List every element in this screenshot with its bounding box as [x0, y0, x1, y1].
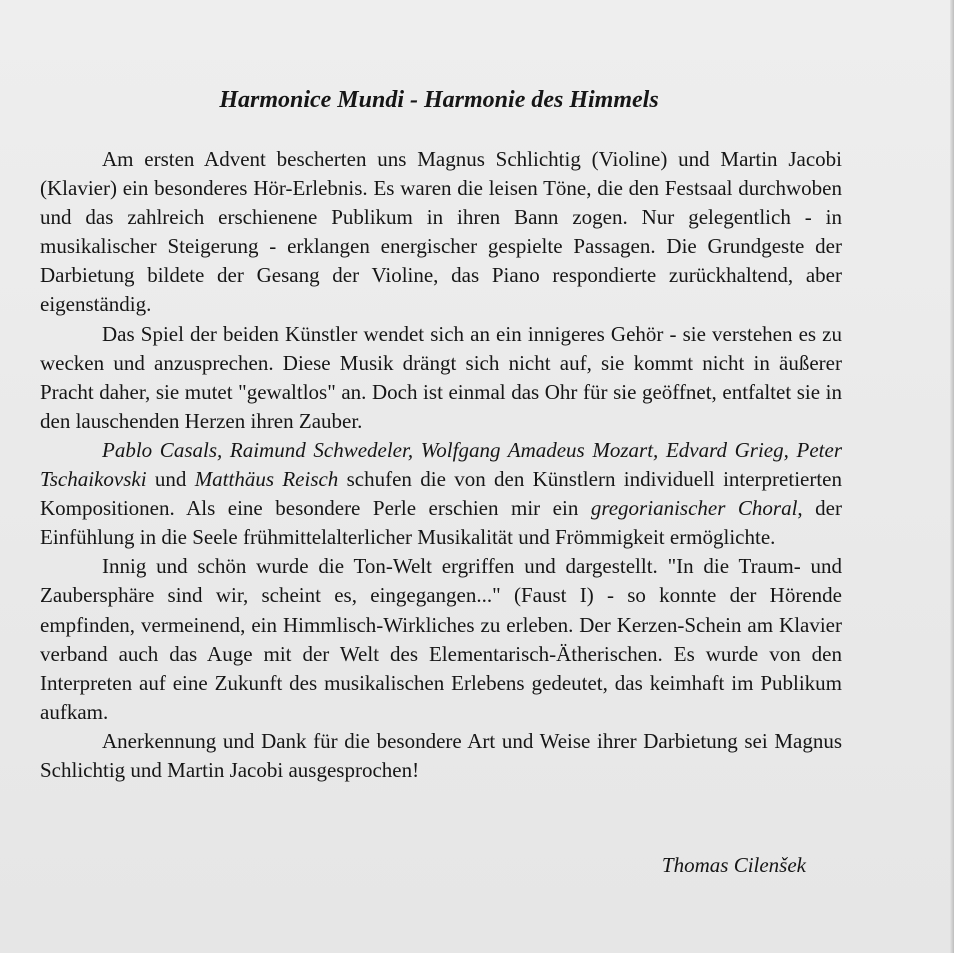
composer-names: Pablo Casals, Raimund Schwedeler, Wolfgang Amadeus Mozart, Edvard Grieg, Peter Tschaikovski: [40, 437, 842, 492]
paragraph-5: [40, 727, 842, 785]
text-run: , der Einfühlung in die Seele frühmittelalterlicher Musikalität und Frömmigkeit ermöglichte.: [40, 496, 842, 550]
paragraph-4: [40, 552, 842, 727]
text-run: Das Spiel der beiden Künstler wendet sich an ein innigeres Gehör - sie verstehen es zu wecken und anzusprechen. Diese Musik drängt sich nicht auf, sie kommt nicht in äußerer Pracht daher, sie mutet "gewaltlos" an. Doch ist einmal das Ohr für sie geöffnet, entfaltet sie in den lauschenden Herzen ihren Zauber.: [40, 321, 842, 433]
text-run: schufen die von den Künstlern individuell interpretierten Kompositionen. Als eine besondere Perle erschien mir ein: [40, 467, 842, 521]
choral-term: gregorianischer Choral: [590, 496, 798, 521]
text-run: und: [146, 467, 195, 492]
composer-name-reisch: Matthäus Reisch: [194, 467, 339, 492]
text-run: Am ersten Advent bescherten uns Magnus Schlichtig (Violine) und Martin Jacobi (Klavier) ein besonderes Hör-Erlebnis. Es waren die leisen Töne, die den Festsaal durchwoben und das zahlreich erschienene Publikum in ihren Bann zogen. Nur gelegentlich - in musikalischer Steigerung - erklangen energischer gespielte Passagen. Die Grundgeste der Darbietung bildete der Gesang der Violine, das Piano respondierte zurückhaltend, aber eigenständig.: [40, 147, 842, 317]
page-edge-shadow: [950, 0, 954, 953]
paragraph-1: [40, 145, 842, 320]
author-signature: Thomas Cilenšek: [661, 853, 806, 877]
paragraph-3: [40, 436, 842, 552]
paragraph-2: [40, 320, 842, 436]
article-body: [40, 145, 842, 785]
article-title: Harmonice Mundi - Harmonie des Himmels: [219, 87, 659, 113]
text-run: Innig und schön wurde die Ton-Welt ergriffen und dargestellt. "In die Traum- und Zaubersphäre sind wir, scheint es, eingegangen..." (Faust I) - so konnte der Hörende empfinden, vermeinend, ein Himmlisch-Wirkliches zu erleben. Der Kerzen-Schein am Klavier verband auch das Auge mit der Welt des Elementarisch-Ätherischen. Es wurde von den Interpreten auf eine Zukunft des musikalischen Erlebens gedeutet, das keimhaft im Publikum aufkam.: [40, 554, 842, 724]
text-run: Anerkennung und Dank für die besondere Art und Weise ihrer Darbietung sei Magnus Schlichtig und Martin Jacobi ausgesprochen!: [40, 728, 842, 782]
